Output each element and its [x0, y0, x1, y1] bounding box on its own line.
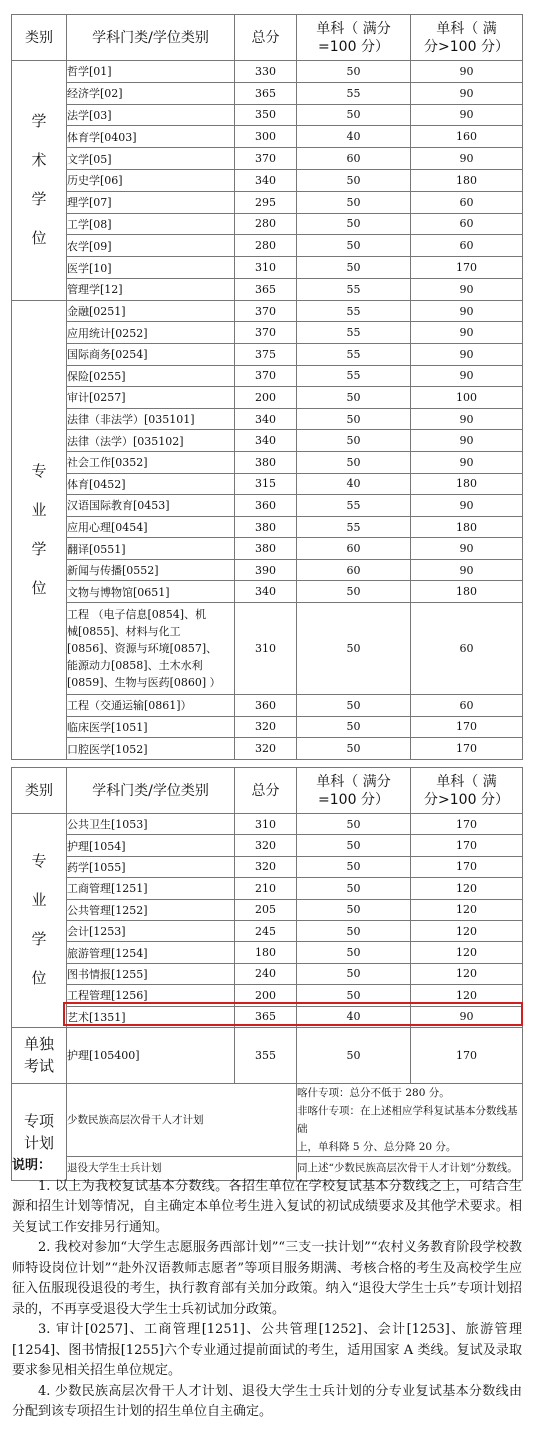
- single-100-score: 55: [297, 516, 411, 538]
- table-row: [12, 191, 523, 213]
- discipline-name: 图书情报[1255]: [67, 963, 235, 984]
- table-row: [12, 169, 523, 191]
- single-100-score: 50: [297, 451, 411, 473]
- category-char: 位: [31, 969, 47, 988]
- single-gt100-score: 60: [411, 603, 523, 695]
- total-score: 280: [235, 235, 297, 257]
- special-plan-label: 专项 计划: [12, 1083, 67, 1180]
- discipline-name: 汉语国际教育[0453]: [67, 495, 235, 517]
- header-category: 类别: [12, 768, 67, 814]
- total-score: 310: [235, 814, 297, 835]
- discipline-name: 旅游管理[1254]: [67, 942, 235, 963]
- single-gt100-score: 90: [411, 559, 523, 581]
- single-gt100-score: 180: [411, 581, 523, 603]
- discipline-name: 工程（交通运输[0861]）: [67, 695, 235, 717]
- single-100-score: 50: [297, 835, 411, 856]
- discipline-name: 文物与博物馆[0651]: [67, 581, 235, 603]
- note-item: 4. 少数民族高层次骨干人才计划、退役大学生士兵计划的分专业复试基本分数线由分配到该专项招生计划的招生单位自主确定。: [12, 1383, 522, 1419]
- header-total: 总分: [235, 768, 297, 814]
- table-row: [12, 278, 523, 300]
- table-row: [12, 104, 523, 126]
- single-100-score: 50: [297, 235, 411, 257]
- discipline-name-line: [0856]、资源与环境[0857]、: [67, 642, 218, 656]
- total-score: 310: [235, 257, 297, 279]
- single-100-score: 55: [297, 495, 411, 517]
- single-100-score: 50: [297, 169, 411, 191]
- total-score: 330: [235, 61, 297, 83]
- table-row: [12, 82, 523, 104]
- single-100-score: 50: [297, 1027, 411, 1083]
- single-gt100-score: 90: [411, 61, 523, 83]
- header-discipline: 学科门类/学位类别: [67, 768, 235, 814]
- total-score: 380: [235, 451, 297, 473]
- discipline-name: 工学[08]: [67, 213, 235, 235]
- table-row: [12, 148, 523, 170]
- category-char: 专: [31, 852, 47, 871]
- single-100-score: 50: [297, 856, 411, 877]
- single-100-score: 50: [297, 963, 411, 984]
- independent-exam-label: 单独 考试: [12, 1027, 67, 1083]
- single-100-score: 55: [297, 300, 411, 322]
- note-item: 1. 以上为我校复试基本分数线。各招生单位在学校复试基本分数线之上，可结合生源和招生计划等情况，自主确定本单位考生进入复试的初试成绩要求及其他学术要求。相关复试工作安排另行通知。: [12, 1178, 522, 1235]
- single-gt100-score: 170: [411, 716, 523, 738]
- single-gt100-score: 90: [411, 1006, 523, 1027]
- discipline-name: 新闻与传播[0552]: [67, 559, 235, 581]
- discipline-name: 社会工作[0352]: [67, 451, 235, 473]
- header-total: 总分: [235, 15, 297, 61]
- table-row: [12, 603, 523, 695]
- discipline-name: 文学[05]: [67, 148, 235, 170]
- table-row: [12, 581, 523, 603]
- header-discipline: 学科门类/学位类别: [67, 15, 235, 61]
- notes-title: 说明：: [12, 1158, 52, 1173]
- single-gt100-score: 180: [411, 473, 523, 495]
- single-gt100-score: 180: [411, 169, 523, 191]
- single-gt100-score: 60: [411, 235, 523, 257]
- total-score: 210: [235, 878, 297, 899]
- single-100-score: 55: [297, 278, 411, 300]
- total-score: 390: [235, 559, 297, 581]
- single-gt100-score: 60: [411, 695, 523, 717]
- single-gt100-score: 90: [411, 148, 523, 170]
- table-row: [12, 695, 523, 717]
- veteran-plan-rule: 同上述“少数民族高层次骨干人才计划”分数线。: [297, 1156, 523, 1180]
- single-100-score: 55: [297, 82, 411, 104]
- discipline-name: 体育[0452]: [67, 473, 235, 495]
- table-row: [12, 963, 523, 984]
- header-single-100: 单科（ 满分 =100 分）: [297, 768, 411, 814]
- independent-exam-row: [12, 1027, 523, 1083]
- table-row: [12, 985, 523, 1006]
- discipline-name: 药学[1055]: [67, 856, 235, 877]
- discipline-name: 应用统计[0252]: [67, 322, 235, 344]
- single-gt100-score: 120: [411, 985, 523, 1006]
- discipline-name: 哲学[01]: [67, 61, 235, 83]
- single-gt100-score: 90: [411, 538, 523, 560]
- total-score: 365: [235, 1006, 297, 1027]
- discipline-name: 工商管理[1251]: [67, 878, 235, 899]
- category-char: 业: [31, 891, 47, 910]
- single-100-score: 50: [297, 408, 411, 430]
- total-score: 380: [235, 538, 297, 560]
- total-score: 340: [235, 408, 297, 430]
- single-100-score: 55: [297, 365, 411, 387]
- single-100-score: 50: [297, 387, 411, 409]
- single-gt100-score: 60: [411, 213, 523, 235]
- discipline-name: 口腔医学[1052]: [67, 738, 235, 760]
- category-char: 业: [31, 500, 47, 519]
- total-score: 370: [235, 322, 297, 344]
- table-row: [12, 408, 523, 430]
- single-gt100-score: 120: [411, 963, 523, 984]
- total-score: 380: [235, 516, 297, 538]
- total-score: 320: [235, 738, 297, 760]
- single-gt100-score: 120: [411, 942, 523, 963]
- category-academic-degree: [12, 61, 67, 301]
- note-item: 3. 审计[0257]、工商管理[1251]、公共管理[1252]、会计[1253]、旅游管理[1254]、图书情报[1255]六个专业通过提前面试的考生，适用国家 A 类线。复试及录取要求参见相关招生单位规定。: [12, 1322, 522, 1378]
- discipline-name: 理学[07]: [67, 191, 235, 213]
- single-100-score: 50: [297, 581, 411, 603]
- total-score: 360: [235, 495, 297, 517]
- single-100-score: 40: [297, 473, 411, 495]
- single-100-score: 50: [297, 213, 411, 235]
- single-gt100-score: 160: [411, 126, 523, 148]
- special-plan-row-minority: [12, 1083, 523, 1156]
- discipline-name: 工程管理[1256]: [67, 985, 235, 1006]
- discipline-name-line: 械[0855]、材料与化工: [67, 625, 181, 639]
- table-row: [12, 835, 523, 856]
- category-professional-degree: [12, 300, 67, 759]
- total-score: 360: [235, 695, 297, 717]
- score-table-2: [11, 767, 523, 1181]
- discipline-name: 公共卫生[1053]: [67, 814, 235, 835]
- table-row: [12, 942, 523, 963]
- table-row: [12, 126, 523, 148]
- single-100-score: 50: [297, 430, 411, 452]
- single-gt100-score: 90: [411, 408, 523, 430]
- discipline-name: 翻译[0551]: [67, 538, 235, 560]
- discipline-name: 管理学[12]: [67, 278, 235, 300]
- discipline-name: 护理[1054]: [67, 835, 235, 856]
- table-row: [12, 899, 523, 920]
- single-gt100-score: 100: [411, 387, 523, 409]
- discipline-name: 艺术[1351]: [67, 1006, 235, 1027]
- single-100-score: 60: [297, 559, 411, 581]
- table-row: [12, 1006, 523, 1027]
- header-single-gt100: 单科（ 满 分>100 分）: [411, 768, 523, 814]
- table-row: [12, 516, 523, 538]
- single-100-score: 40: [297, 1006, 411, 1027]
- category-char: 学: [31, 190, 47, 209]
- discipline-name: 体育学[0403]: [67, 126, 235, 148]
- table-row: [12, 235, 523, 257]
- category-char: 学: [31, 539, 47, 558]
- single-100-score: 55: [297, 322, 411, 344]
- single-100-score: 50: [297, 985, 411, 1006]
- total-score: 350: [235, 104, 297, 126]
- header-single-gt100: 单科（ 满 分>100 分）: [411, 15, 523, 61]
- category-professional-degree: [12, 814, 67, 1028]
- discipline-name: 医学[10]: [67, 257, 235, 279]
- discipline-name: 审计[0257]: [67, 387, 235, 409]
- discipline-name: 法学[03]: [67, 104, 235, 126]
- single-100-score: 50: [297, 603, 411, 695]
- discipline-name: 农学[09]: [67, 235, 235, 257]
- total-score: 370: [235, 300, 297, 322]
- total-score: 355: [235, 1027, 297, 1083]
- total-score: 340: [235, 581, 297, 603]
- total-score: 370: [235, 365, 297, 387]
- total-score: 310: [235, 603, 297, 695]
- table-row: [12, 538, 523, 560]
- table-row: [12, 322, 523, 344]
- table-row: [12, 451, 523, 473]
- total-score: 200: [235, 387, 297, 409]
- table-row: [12, 559, 523, 581]
- single-gt100-score: 90: [411, 451, 523, 473]
- table-row: [12, 878, 523, 899]
- total-score: 340: [235, 430, 297, 452]
- single-gt100-score: 170: [411, 257, 523, 279]
- single-gt100-score: 170: [411, 814, 523, 835]
- total-score: 315: [235, 473, 297, 495]
- table-row: [12, 300, 523, 322]
- single-gt100-score: 90: [411, 430, 523, 452]
- discipline-name: 公共管理[1252]: [67, 899, 235, 920]
- total-score: 340: [235, 169, 297, 191]
- discipline-name: 法律（法学）[035102]: [67, 430, 235, 452]
- total-score: 370: [235, 148, 297, 170]
- table-row: [12, 495, 523, 517]
- total-score: 280: [235, 213, 297, 235]
- total-score: 240: [235, 963, 297, 984]
- category-char: 位: [31, 229, 47, 248]
- single-100-score: 50: [297, 942, 411, 963]
- single-gt100-score: 90: [411, 104, 523, 126]
- table-row: [12, 61, 523, 83]
- table-row: [12, 213, 523, 235]
- discipline-name: 会计[1253]: [67, 920, 235, 941]
- discipline-name: 法律（非法学）[035101]: [67, 408, 235, 430]
- total-score: 200: [235, 985, 297, 1006]
- single-100-score: 60: [297, 538, 411, 560]
- single-100-score: 40: [297, 126, 411, 148]
- single-gt100-score: 170: [411, 1027, 523, 1083]
- single-gt100-score: 90: [411, 82, 523, 104]
- discipline-name: 护理[105400]: [67, 1027, 235, 1083]
- single-gt100-score: 90: [411, 365, 523, 387]
- single-gt100-score: 90: [411, 278, 523, 300]
- score-table-1: [11, 14, 523, 760]
- single-gt100-score: 170: [411, 856, 523, 877]
- single-gt100-score: 170: [411, 835, 523, 856]
- table-row: [12, 738, 523, 760]
- single-gt100-score: 90: [411, 495, 523, 517]
- single-100-score: 50: [297, 878, 411, 899]
- total-score: 320: [235, 716, 297, 738]
- single-100-score: 50: [297, 695, 411, 717]
- notes-section: [12, 1156, 522, 1423]
- category-char: 术: [31, 151, 47, 170]
- discipline-name-line: [0859]、生物与医药[0860] ）: [67, 676, 221, 690]
- category-char: 专: [31, 461, 47, 480]
- total-score: 365: [235, 82, 297, 104]
- table-row: [12, 430, 523, 452]
- table-row: [12, 920, 523, 941]
- single-100-score: 50: [297, 257, 411, 279]
- single-100-score: 50: [297, 920, 411, 941]
- total-score: 365: [235, 278, 297, 300]
- total-score: 245: [235, 920, 297, 941]
- single-100-score: 60: [297, 148, 411, 170]
- single-100-score: 50: [297, 716, 411, 738]
- table-row: [12, 814, 523, 835]
- single-gt100-score: 90: [411, 300, 523, 322]
- single-100-score: 50: [297, 738, 411, 760]
- total-score: 320: [235, 835, 297, 856]
- single-gt100-score: 120: [411, 899, 523, 920]
- discipline-name: 金融[0251]: [67, 300, 235, 322]
- veteran-plan-name: 退役大学生士兵计划: [67, 1156, 297, 1180]
- table-row: [12, 257, 523, 279]
- single-100-score: 50: [297, 61, 411, 83]
- single-100-score: 50: [297, 104, 411, 126]
- single-gt100-score: 180: [411, 516, 523, 538]
- category-char: 位: [31, 578, 47, 597]
- single-100-score: 50: [297, 191, 411, 213]
- header-category: 类别: [12, 15, 67, 61]
- single-100-score: 50: [297, 814, 411, 835]
- discipline-name-line: 工程 （电子信息[0854]、机: [67, 608, 207, 622]
- discipline-name: 保险[0255]: [67, 365, 235, 387]
- discipline-name: 应用心理[0454]: [67, 516, 235, 538]
- single-gt100-score: 90: [411, 343, 523, 365]
- table-row: [12, 387, 523, 409]
- single-gt100-score: 170: [411, 738, 523, 760]
- total-score: 320: [235, 856, 297, 877]
- table-row: [12, 473, 523, 495]
- single-100-score: 50: [297, 899, 411, 920]
- total-score: 180: [235, 942, 297, 963]
- discipline-name: [67, 603, 235, 695]
- single-gt100-score: 120: [411, 920, 523, 941]
- discipline-name: 历史学[06]: [67, 169, 235, 191]
- single-gt100-score: 60: [411, 191, 523, 213]
- discipline-name: 经济学[02]: [67, 82, 235, 104]
- minority-plan-rule: 喀什专项：总分不低于 280 分。 非喀什专项：在上述相应学科复试基本分数线基础 上，单科降 5 分、总分降 20 分。: [297, 1083, 523, 1156]
- single-gt100-score: 120: [411, 878, 523, 899]
- category-char: 学: [31, 112, 47, 131]
- table-row: [12, 716, 523, 738]
- total-score: 300: [235, 126, 297, 148]
- total-score: 205: [235, 899, 297, 920]
- note-item: 2. 我校对参加“大学生志愿服务西部计划”“三支一扶计划”“农村义务教育阶段学校教师特设岗位计划”“赴外汉语教师志愿者”等项目服务期满、考核合格的考生及高校学生应征入伍服现役退役的考生，执行教育部有关加分政策。纳入“退役大学生士兵”专项计划招录的，不再享受退役大学生士兵初试加分政策。: [12, 1240, 522, 1317]
- table-row: [12, 343, 523, 365]
- total-score: 375: [235, 343, 297, 365]
- discipline-name-line: 能源动力[0858]、土木水利: [67, 659, 203, 673]
- table-row: [12, 856, 523, 877]
- discipline-name: 国际商务[0254]: [67, 343, 235, 365]
- discipline-name: 临床医学[1051]: [67, 716, 235, 738]
- minority-plan-name: 少数民族高层次骨干人才计划: [67, 1083, 297, 1156]
- single-gt100-score: 90: [411, 322, 523, 344]
- category-char: 学: [31, 930, 47, 949]
- single-100-score: 55: [297, 343, 411, 365]
- table-row: [12, 365, 523, 387]
- total-score: 295: [235, 191, 297, 213]
- header-single-100: 单科（ 满分 =100 分）: [297, 15, 411, 61]
